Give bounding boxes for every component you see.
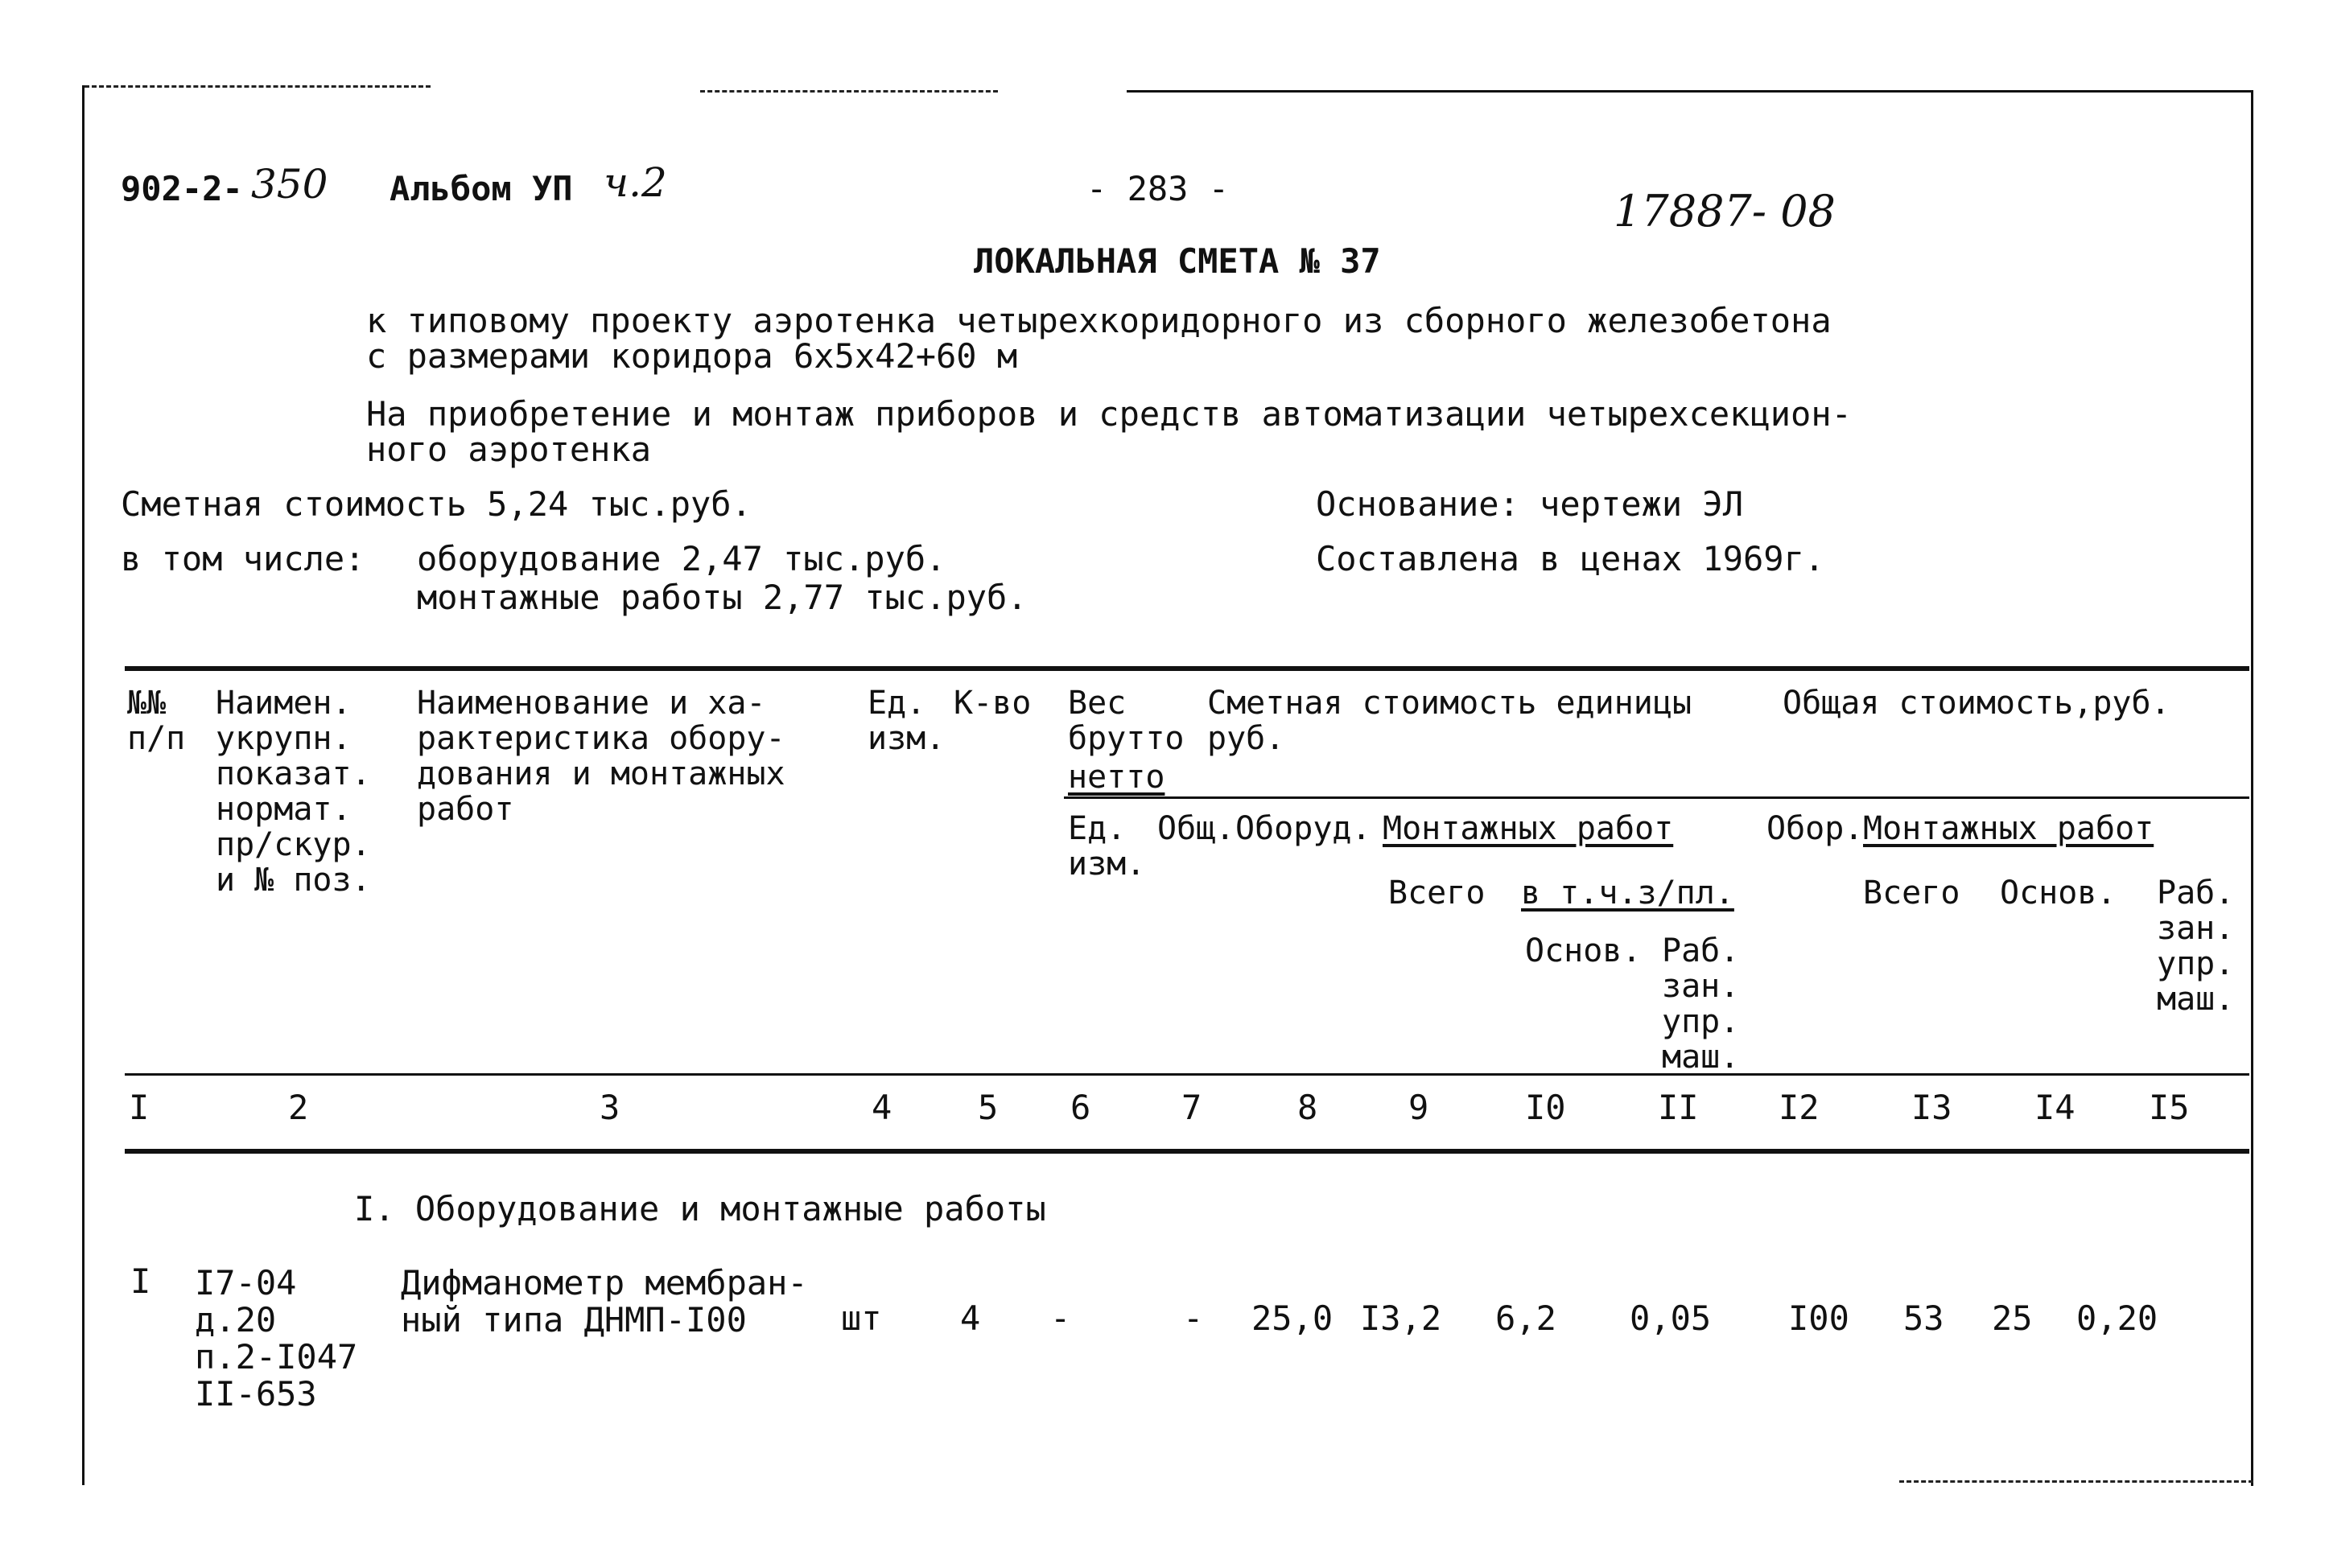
header-install-works-total: Монтажных работ	[1863, 810, 2154, 847]
column-number: I4	[2034, 1088, 2075, 1127]
equipment-cost: оборудование 2,47 тыс.руб.	[417, 539, 946, 578]
project-line-1: к типовому проекту аэротенка четырехкоридорного из сборного железобетона	[366, 301, 1832, 340]
header-install-works: Монтажных работ	[1383, 810, 1674, 847]
column-number: 4	[872, 1088, 892, 1127]
header-weight-net: нетто	[1068, 759, 1165, 796]
frame-top-left	[85, 85, 431, 88]
header-incl-wages: в т.ч.з/пл.	[1521, 875, 1734, 912]
frame-right	[2251, 90, 2253, 1486]
column-number: 2	[288, 1088, 309, 1127]
header-weight-gross: Вес брутто	[1068, 685, 1185, 757]
row-col-15: 0,20	[2076, 1298, 2158, 1338]
header-unit-cost: Сметная стоимость единицы руб.	[1207, 685, 1692, 757]
header-equipment: Оборуд.	[1235, 810, 1371, 847]
row-code: I7-04 д.20 п.2-I047 II-653	[195, 1263, 358, 1414]
cost-header-rule	[1064, 796, 2249, 799]
row-col-12: I00	[1788, 1298, 1849, 1338]
inventory-number-handwritten: 17887- 08	[1614, 186, 1836, 237]
column-number: I3	[1911, 1088, 1952, 1127]
price-level: Составлена в ценах 1969г.	[1316, 539, 1825, 578]
header-total-cost: Общая стоимость,руб.	[1783, 685, 2170, 722]
header-basic: Основ.	[1525, 932, 1642, 969]
row-unit: шт	[841, 1298, 882, 1338]
row-name: Дифманометр мембран- ный типа ДНМП-I00	[401, 1263, 808, 1340]
row-number: I	[130, 1261, 151, 1301]
estimate-heading: ЛОКАЛЬНАЯ СМЕТА № 37	[974, 241, 1381, 281]
header-col-1: №№ п/п	[127, 685, 186, 757]
page-number: - 283 -	[1086, 169, 1230, 208]
section-title: I. Оборудование и монтажные работы	[354, 1189, 1046, 1228]
album-label: Альбом УП	[390, 169, 573, 208]
album-part-handwritten: ч.2	[604, 159, 667, 206]
column-number: 9	[1408, 1088, 1429, 1127]
row-qty: 4	[960, 1298, 981, 1338]
row-col-8: 25,0	[1251, 1298, 1334, 1338]
estimated-cost: Сметная стоимость 5,24 тыс.руб.	[121, 484, 752, 524]
header-col-5: К-во	[954, 685, 1032, 722]
column-number: I5	[2149, 1088, 2190, 1127]
frame-left	[82, 85, 85, 1485]
column-number: 7	[1181, 1088, 1202, 1127]
column-numbers-bottom-rule	[125, 1149, 2249, 1154]
header-col-2: Наимен. укрупн. показат. нормат. пр/скур. и № поз.	[216, 685, 371, 899]
column-number: I2	[1779, 1088, 1820, 1127]
header-col-4: Ед. изм.	[868, 685, 946, 757]
purpose-line-2: ного аэротенка	[366, 430, 652, 469]
header-all-total: Всего	[1863, 875, 1960, 912]
including-label: в том числе:	[121, 539, 365, 578]
frame-bottom-right	[1899, 1480, 2253, 1483]
row-col-13: 53	[1903, 1298, 1944, 1338]
column-number: I	[129, 1088, 150, 1127]
row-col-9: I3,2	[1360, 1298, 1442, 1338]
header-equipment-short: Обор.	[1766, 810, 1864, 847]
header-machines: Раб. зан. упр. маш.	[1662, 932, 1740, 1076]
purpose-line-1: На приобретение и монтаж приборов и средств автоматизации четырехсекцион-	[366, 394, 1852, 434]
column-number: I0	[1525, 1088, 1566, 1127]
row-col-11: 0,05	[1630, 1298, 1712, 1338]
header-col-3: Наименование и ха- рактеристика обору- дования и монтажных работ	[417, 685, 785, 828]
table-top-rule	[125, 666, 2249, 671]
column-number: 5	[978, 1088, 999, 1127]
project-line-2: с размерами коридора 6х5х42+60 м	[366, 336, 1018, 376]
frame-top-right	[1127, 90, 2253, 93]
row-col-14: 25	[1992, 1298, 2033, 1338]
table-header-bottom-rule	[125, 1073, 2249, 1076]
header-unit-measure: Ед. изм.	[1068, 810, 1146, 883]
column-number: 8	[1297, 1088, 1318, 1127]
header-all: Всего	[1388, 875, 1486, 912]
row-col-7: -	[1183, 1298, 1204, 1338]
column-number: 3	[600, 1088, 620, 1127]
header-total: Общ.	[1157, 810, 1235, 847]
column-number: II	[1658, 1088, 1699, 1127]
column-number: 6	[1070, 1088, 1091, 1127]
header-machines-total: Раб. зан. упр. маш.	[2157, 875, 2235, 1018]
row-col-10: 6,2	[1495, 1298, 1556, 1338]
row-col-6: -	[1050, 1298, 1071, 1338]
basis: Основание: чертежи ЭЛ	[1316, 484, 1744, 524]
frame-top-mid	[700, 90, 998, 93]
header-basic-total: Основ.	[2000, 875, 2117, 912]
doc-code-handwritten: 350	[251, 161, 328, 208]
installation-cost: монтажные работы 2,77 тыс.руб.	[417, 578, 1028, 617]
doc-code: 902-2-	[121, 169, 243, 208]
